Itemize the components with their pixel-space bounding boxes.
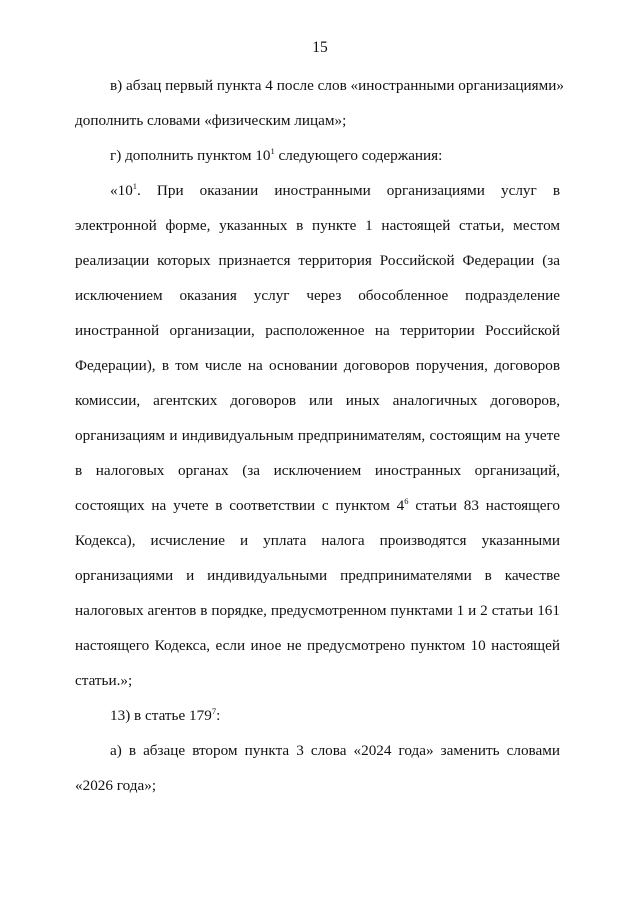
clause-last-line: статьи.»; bbox=[75, 672, 133, 689]
clause-superscript: 1 bbox=[132, 181, 138, 191]
clause-line: Федерации), в том числе на основании договоров поручения, договоров bbox=[75, 357, 560, 374]
page-number: 15 bbox=[312, 39, 328, 56]
item-13a-line-2: «2026 года»; bbox=[75, 777, 157, 794]
item-g-text: г) дополнить пунктом 10 bbox=[110, 147, 271, 164]
clause-line: комиссии, агентских договоров или иных аналогичных договоров, bbox=[75, 392, 560, 409]
clause-line: иностранной организации, расположенное на территории Российской bbox=[75, 322, 560, 339]
clause-line: настоящего Кодекса, если иное не предусмотрено пунктом 10 настоящей bbox=[75, 637, 560, 654]
clause-line: налоговых агентов в порядке, предусмотренном пунктами 1 и 2 статьи 161 bbox=[75, 602, 560, 619]
item-13-line bbox=[110, 708, 560, 723]
clause-line-prefix: состоящих на учете в соответствии с пунктом 4 bbox=[75, 497, 405, 514]
item-g-text-end: следующего содержания: bbox=[274, 147, 443, 164]
item-v-line-1: в) абзац первый пункта 4 после слов «иностранными организациями» bbox=[110, 77, 564, 94]
clause-line: Кодекса), исчисление и уплата налога производятся указанными bbox=[75, 532, 560, 549]
item-v-line-2: дополнить словами «физическим лицам»; bbox=[75, 112, 347, 129]
clause-prefix: «10 bbox=[110, 182, 133, 199]
clause-line: реализации которых признается территория Российской Федерации (за bbox=[75, 252, 560, 269]
clause-line: исключением оказания услуг через обособленное подразделение bbox=[75, 287, 560, 304]
clause-line: электронной форме, указанных в пункте 1 настоящей статьи, местом bbox=[75, 217, 560, 234]
clause-line-rest: статьи 83 настоящего bbox=[408, 497, 560, 514]
item-13-superscript: 7 bbox=[211, 706, 217, 716]
clause-line-superscript: 6 bbox=[404, 496, 409, 506]
item-g-line bbox=[110, 148, 560, 163]
item-g-superscript: 1 bbox=[270, 146, 275, 156]
clause-line: организациями и индивидуальными предпринимателями в качестве bbox=[75, 567, 560, 584]
clause-first-line-rest: . При оказании иностранными организациями услуг в bbox=[137, 182, 560, 199]
clause-10-1-first-line bbox=[110, 183, 560, 198]
item-13-text-end: : bbox=[216, 707, 221, 724]
clause-line-with-superscript bbox=[75, 498, 560, 513]
clause-line: организациям и индивидуальным предпринимателям, состоящим на учете bbox=[75, 427, 560, 444]
clause-line: в налоговых органах (за исключением иностранных организаций, bbox=[75, 462, 560, 479]
item-13a-line-1: а) в абзаце втором пункта 3 слова «2024 года» заменить словами bbox=[110, 742, 560, 759]
item-13-text: 13) в статье 179 bbox=[110, 707, 212, 724]
